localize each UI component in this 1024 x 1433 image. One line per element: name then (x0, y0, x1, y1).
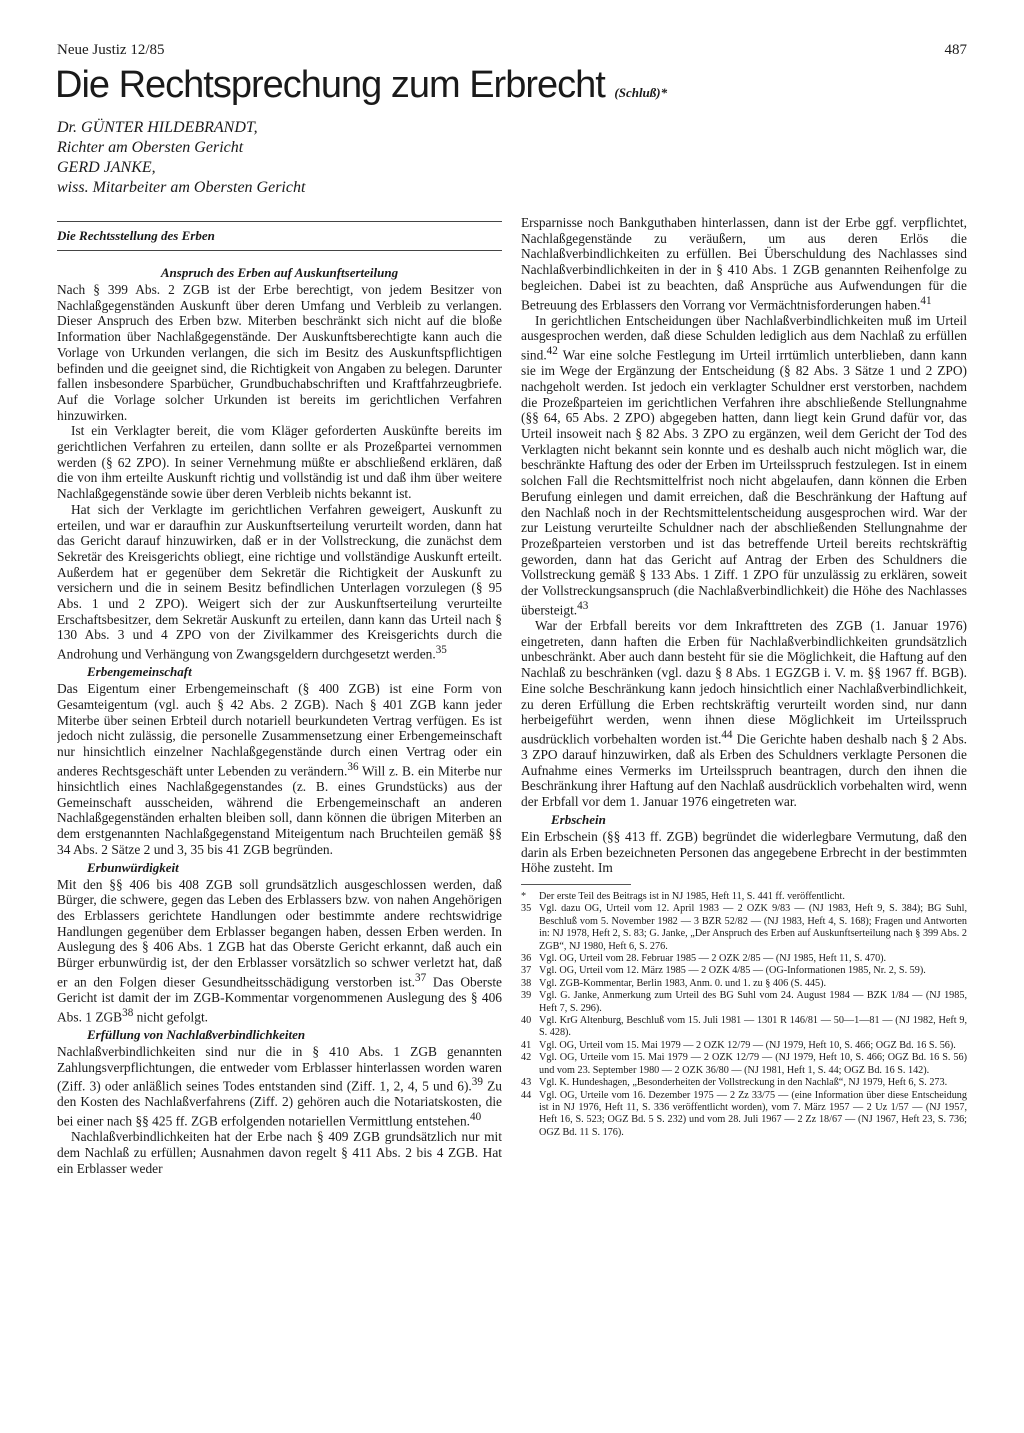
footnote (521, 965, 967, 977)
footnote-text: Vgl. K. Hundeshagen, „Besonderheiten der Vollstreckung in den Nachlaß“, NJ 1979, Heft 6, S. 273. (539, 1077, 948, 1089)
left-column (57, 215, 502, 1375)
author-line: GERD JANKE, (57, 159, 156, 176)
footnote-number: 42 (521, 1052, 532, 1064)
paragraph (57, 502, 502, 663)
paragraph-text: nicht gefolgt. (133, 1009, 209, 1025)
footnote-ref: 42 (546, 345, 558, 358)
right-column (521, 215, 967, 1375)
paragraph: Ein Erbschein (§§ 413 ff. ZGB) begründet die widerlegbare Vermutung, daß den darin als Erben bezeichneten Personen das angegebene Erbrecht in der bestimmten Höhe zusteht. Im (521, 828, 967, 876)
paragraph (521, 215, 967, 313)
subheading: Erbengemeinschaft (87, 664, 192, 680)
footnote (521, 1077, 967, 1089)
subheading: Erbunwürdigkeit (87, 859, 179, 875)
footnote-number: 44 (521, 1089, 532, 1101)
paragraph-text: Nachlaßverbindlichkeiten sind nur die in § 410 Abs. 1 ZGB genannten Zahlungsverpflichtungen, die entweder vom Erblasser hinterlassen worden waren (Ziff. 3) oder anläßlich seines Todes entstanden sind (Ziff. 1, 2, 4, 5 und 6). (57, 1043, 502, 1094)
paragraph: Nach § 399 Abs. 2 ZGB ist der Erbe berechtigt, von jedem Besitzer von Nachlaßgegenständen Auskunft über deren Umfang und Verbleib zu verlangen. Dieser Anspruch des Erben bzw. Miterben beschränkt sich nicht auf die bloße Information über Nachlaßgegenstände. Der Auskunftsberechtigte kann auch die Vorlage von Urkunden verlangen, die sich im Besitz des Auskunftspflichtigen befinden und die geeignet sind, die Richtigkeit von Angaben zu belegen. Darunter fallen insbesondere Sparbücher, Grundbuchabschriften und Kraftfahrzeugbriefe. Auf die Vorlage solcher Urkunden ist bereits im gerichtlichen Verfahren hinzuwirken. (57, 282, 502, 423)
footnote (521, 990, 967, 1015)
footnote (521, 891, 967, 903)
footnote-text: Vgl. dazu OG, Urteil vom 12. April 1983 — 2 OZK 9/83 — (NJ 1983, Heft 9, S. 384); BG Suhl, Beschluß vom 5. November 1982 — 3 BZR 52/82 — (NJ 1983, Heft 4, S. 168); Fragen und Antworten in: NJ 1978, Heft 2, S. 83; G. Janke, „Der Anspruch des Erben auf Auskunftserteilung nach § 399 Abs. 2 ZGB“, NJ 1980, Heft 6, S. 276. (539, 903, 967, 952)
paragraph-text: Das Eigentum einer Erbengemeinschaft (§ 400 ZGB) ist eine Form von Gesamteigentum (vgl. auch § 42 Abs. 2 ZGB). Nach § 401 ZGB kann jeder Miterbe über seinen Erbteil durch notariell beurkundeten Vertrag verfügen. Es ist jedoch nicht zulässig, die personelle Zusammensetzung einer Erbengemeinschaft nur hinsichtlich einzelner Nachlaßgegenstände durch einen Vertrag oder ein anderes Rechtsgeschäft unter Lebenden zu verändern. (57, 681, 502, 779)
footnote (521, 953, 967, 965)
footnotes (521, 891, 967, 1139)
footnote-number: 43 (521, 1077, 532, 1089)
paragraph (57, 1044, 502, 1129)
paragraph-text: Hat sich der Verklagte im gerichtlichen Verfahren geweigert, Auskunft zu erteilen, und war er daraufhin zur Auskunftserteilung verurteilt worden, dann hat das Gericht darauf hinzuwirken, daß er in der Vollstreckung, die zunächst dem Sekretär des Kreisgerichts obliegt, eine richtige und vollständige Auskunft erteilt. Außerdem hat er gegenüber dem Sekretär die Richtigkeit der Auskunft zu versichern und die in seinem Besitz befindlichen Unterlagen vorzulegen (§ 95 Abs. 1 und 2 ZPO). Weigert sich der zur Auskunftserteilung verurteilte Erschaftsbesitzer, dem Sekretär Auskunft zu erteilen, dann kann das Urteil nach § 130 Abs. 3 und 4 ZPO von der Zivilkammer des Kreisgerichts durch die Androhung und Verhängung von Zwangsgeldern durchgesetzt werden. (57, 501, 502, 662)
section-heading: Die Rechtsstellung des Erben (57, 221, 502, 251)
paragraph-text: War der Erbfall bereits vor dem Inkrafttreten des ZGB (1. Januar 1976) eingetreten, dann haften die Erben für Nachlaßverbindlichkeiten grundsätzlich unbeschränkt. Aber auch dann besteht für sie die Möglichkeit, die Haftung auf den Nachlaß zu beschränken (vgl. dazu § 8 Abs. 1 EGZGB i. V. m. §§ 1967 ff. BGB). Eine solche Beschränkung kann jedoch hinsichtlich einer Nachlaßverbindlichkeit, zu deren Erfüllung die Erben rechtskräftig verurteilt worden sind, nur dann herbeigeführt werden, wenn ihnen diese Möglichkeit im Urteilsspruch ausdrücklich vorbehalten worden ist. (521, 617, 967, 747)
title-text: Die Rechtsprechung zum Erbrecht (55, 64, 605, 106)
footnote-number: 35 (521, 903, 532, 915)
running-header (57, 42, 967, 62)
footnote-ref: 36 (347, 760, 359, 773)
author-line: Richter am Obersten Gericht (57, 139, 244, 156)
footnote-text: Der erste Teil des Beitrags ist in NJ 1985, Heft 11, S. 441 ff. veröffentlicht. (539, 891, 845, 902)
footnote-ref: 40 (470, 1111, 482, 1124)
footnote-number: 37 (521, 965, 532, 977)
paragraph-text: Will z. B. ein Miterbe nur hinsichtlich eines Nachlaßgegenstandes (z. B. eines Grundstücks) aus der Gemeinschaft ausscheiden, während die Erbengemeinschaft an anderen Nachlaßgegenständen erhalten bleiben soll, dann können die übrigen Miterben an dem erstgenannten Nachlaßgegenstand Miteigentum nach Bruchteilen gemäß §§ 34 Abs. 2 Sätze 2 und 3, 35 bis 41 ZGB begründen. (57, 763, 502, 857)
footnote-divider (521, 884, 631, 885)
footnote-ref: 41 (920, 294, 932, 307)
footnote-ref: 43 (577, 599, 589, 612)
footnote-number: * (521, 891, 527, 902)
footnote-number: 38 (521, 977, 532, 989)
paragraph (521, 313, 967, 618)
paragraph-text: Die Gerichte haben deshalb nach § 2 Abs. 3 ZPO darauf hinzuwirken, daß als Erben des Schuldners verklagte Personen die Aufnahme eines Vermerks im Urteilsspruch beantragen, durch den ihnen die Beschränkung ihrer Haftung auf den Nachlaß ausdrücklich vorbehalten wird, wenn der Erbfall vor dem 1. Januar 1976 eingetreten war. (521, 731, 967, 810)
article-title (55, 64, 667, 107)
footnote-text: Vgl. OG, Urteile vom 15. Mai 1979 — 2 OZK 12/79 — (NJ 1979, Heft 10, S. 466; OGZ Bd. 16 S. 56) und vom 23. September 1980 — 2 OZK 36/80 — (NJ 1981, Heft 1, S. 44; OGZ Bd. 16 S. 142). (539, 1052, 967, 1076)
page-number: 487 (944, 42, 967, 58)
paragraph: Ist ein Verklagter bereit, die vom Kläger geforderten Auskünfte bereits im gerichtlichen Verfahren zu erteilen, dann sollte er als Prozeßpartei vernommen werden (§ 62 ZPO). In seiner Vernehmung müßte er abschließend erklären, daß die von ihm erteilte Auskunft richtig und vollständig ist und daß ihm über weitere Nachlaßgegenstände sowie über deren Verbleib nichts bekannt ist. (57, 423, 502, 502)
footnote-text: Vgl. OG, Urteil vom 28. Februar 1985 — 2 OZK 2/85 — (NJ 1985, Heft 11, S. 470). (539, 953, 887, 965)
footnote-text: Vgl. OG, Urteil vom 12. März 1985 — 2 OZK 4/85 — (OG-Informationen 1985, Nr. 2, S. 59). (539, 965, 926, 977)
title-suffix: (Schluß)* (614, 85, 668, 100)
paragraph (57, 877, 502, 1025)
footnote-text: Vgl. G. Janke, Anmerkung zum Urteil des BG Suhl vom 24. August 1984 — BZK 1/84 — (NJ 1985, Heft 7, S. 296). (539, 990, 967, 1014)
paragraph: Nachlaßverbindlichkeiten hat der Erbe nach § 409 ZGB grundsätzlich nur mit dem Nachlaß zu erfüllen; Ausnahmen davon regelt § 411 Abs. 2 bis 4 ZGB. Hat ein Erblasser weder (57, 1129, 502, 1176)
journal-issue: Neue Justiz 12/85 (57, 42, 165, 58)
footnote-text: Vgl. OG, Urteil vom 15. Mai 1979 — 2 OZK 12/79 — (NJ 1979, Heft 10, S. 466; OGZ Bd. 16 S. 56). (539, 1039, 956, 1051)
footnote (521, 1052, 967, 1077)
footnote (521, 1015, 967, 1040)
paragraph-text: War eine solche Festlegung im Urteil irrtümlich unterblieben, dann kann sie im Wege der Ergänzung der Entscheidung (§ 82 Abs. 3 Sätze 1 und 2 ZPO) nachgeholt werden. Ist jedoch ein verklagter Schuldner erst verstorben, nachdem die Prozeßparteien im gerichtlichen Verfahren ihre abschließende Stellungnahme (§§ 64, 65 Abs. 2 ZPO) abgegeben hatten, dann liegt kein Grund dafür vor, das Urteil insoweit nach § 82 Abs. 3 ZPO zu ergänzen, weil dem Gericht der Tod des Verklagten nicht bekannt sein konnte und es deshalb auch nicht möglich war, die beschränkte Haftung des oder der Erben im Urteilsspruch festzulegen. Ist in einem solchen Fall die Rechtsmittelfrist noch nicht abgelaufen, dann können die Erben Berufung einlegen und damit erreichen, daß die Beschränkung der Haftung auf den Nachlaß noch in der Rechtsmittelentscheidung ausgesprochen wird. War der zur Leistung verurteilte Schuldner nach der abschließenden Stellungnahme der Prozeßparteien verstorben und ist das betreffende Urteil bereits rechtskräftig geworden, dann hat das Gericht auf Antrag der Erben des Schuldners die Vollstreckung gemäß § 133 Abs. 1 Ziff. 1 ZPO für unzulässig zu erklären, soweit der Vollstreckungsanspruch (die Nachlaßverbindlichkeit) die Höhe des Nachlasses übersteigt. (521, 347, 967, 618)
paragraph-text: Mit den §§ 406 bis 408 ZGB soll grundsätzlich ausgeschlossen werden, daß Bürger, die schwere, gegen das Leben des Erblassers bzw. von nahen Angehörigen des Erblassers gerichtete Handlungen oder bestimmte andere rechtswidrige Handlungen gegenüber dem Erblasser begangen haben, dessen Erben werden. In Auslegung des § 406 Abs. 1 ZGB hat das Oberste Gericht erkannt, daß auch ein Bürger erbunwürdig ist, der den Erblasser vorsätzlich so schwer verletzt hat, daß er an den Folgen dieser Gesundheitsschädigung verstorben ist. (57, 876, 502, 990)
footnote (521, 1040, 967, 1052)
footnote-text: Vgl. ZGB-Kommentar, Berlin 1983, Anm. 0. und 1. zu § 406 (S. 445). (539, 977, 827, 989)
author-line: wiss. Mitarbeiter am Obersten Gericht (57, 179, 306, 196)
footnote-number: 36 (521, 953, 532, 965)
paragraph-text: In gerichtlichen Entscheidungen über Nachlaßverbindlichkeiten muß im Urteil ausgesprochen werden, daß diese Schulden lediglich aus dem Nachlaß zu erfüllen sind. (521, 312, 967, 363)
footnote-ref: 35 (435, 644, 447, 657)
footnote (521, 978, 967, 990)
paragraph-text: Das Oberste Gericht ist damit der im ZGB-Kommentar vorgenommenen Auslegung des § 406 Abs. 1 ZGB (57, 974, 502, 1025)
subheading: Erfüllung von Nachlaßverbindlichkeiten (87, 1026, 306, 1042)
author-block (57, 118, 305, 198)
footnote (521, 1090, 967, 1140)
author-line: Dr. GÜNTER HILDEBRANDT, (57, 119, 258, 136)
paragraph-text: Ersparnisse noch Bankguthaben hinterlassen, dann ist der Erbe ggf. verpflichtet, Nachlaßgegenstände zu veräußern, um aus deren Erlös die Nachlaßverbindlichkeiten zu erfüllen. Bei Überschuldung des Nachlasses sind Nachlaßverbindlichkeiten in der in § 410 Abs. 1 ZGB genannten Reihenfolge zu begleichen. Dabei ist zu beachten, daß Ansprüche aus Aufwendungen für die Betreuung des Erblassers den Vorrang vor Vermächtnisforderungen haben. (521, 215, 967, 312)
paragraph (57, 681, 502, 857)
paragraph-text: Zu den Kosten des Nachlaßverfahrens (Ziff. 2) gehören auch die Notariatskosten, die bei einer nach §§ 425 ff. ZGB erfolgenden notariellen Vermittlung entstehen. (57, 1078, 502, 1129)
footnote-ref: 44 (721, 728, 733, 741)
subheading: Erbschein (551, 811, 606, 827)
subheading: Anspruch des Erben auf Auskunftserteilung (160, 265, 399, 280)
footnote-text: Vgl. KrG Altenburg, Beschluß vom 15. Juli 1981 — 1301 R 146/81 — 50—1—81 — (NJ 1982, Heft 9, S. 428). (539, 1015, 967, 1039)
footnote-ref: 38 (122, 1006, 134, 1019)
footnote-number: 41 (521, 1039, 532, 1051)
footnote-ref: 37 (415, 971, 427, 984)
footnote-ref: 39 (471, 1076, 483, 1089)
footnote (521, 903, 967, 953)
footnote-number: 39 (521, 990, 532, 1002)
footnote-number: 40 (521, 1015, 532, 1027)
footnote-text: Vgl. OG, Urteile vom 16. Dezember 1975 — 2 Zz 33/75 — (eine Information über diese Entscheidung ist in NJ 1976, Heft 11, S. 336 veröffentlicht worden), vom 7. März 1957 — 2 Uz 1/57 — (NJ 1957, Heft 16, S. 523; OGZ Bd. 5 S. 232) und vom 28. Juli 1967 — 2 Zz 18/67 — (NJ 1967, Heft 23, S. 736; OGZ Bd. 11 S. 176). (539, 1089, 967, 1138)
paragraph (521, 618, 967, 810)
